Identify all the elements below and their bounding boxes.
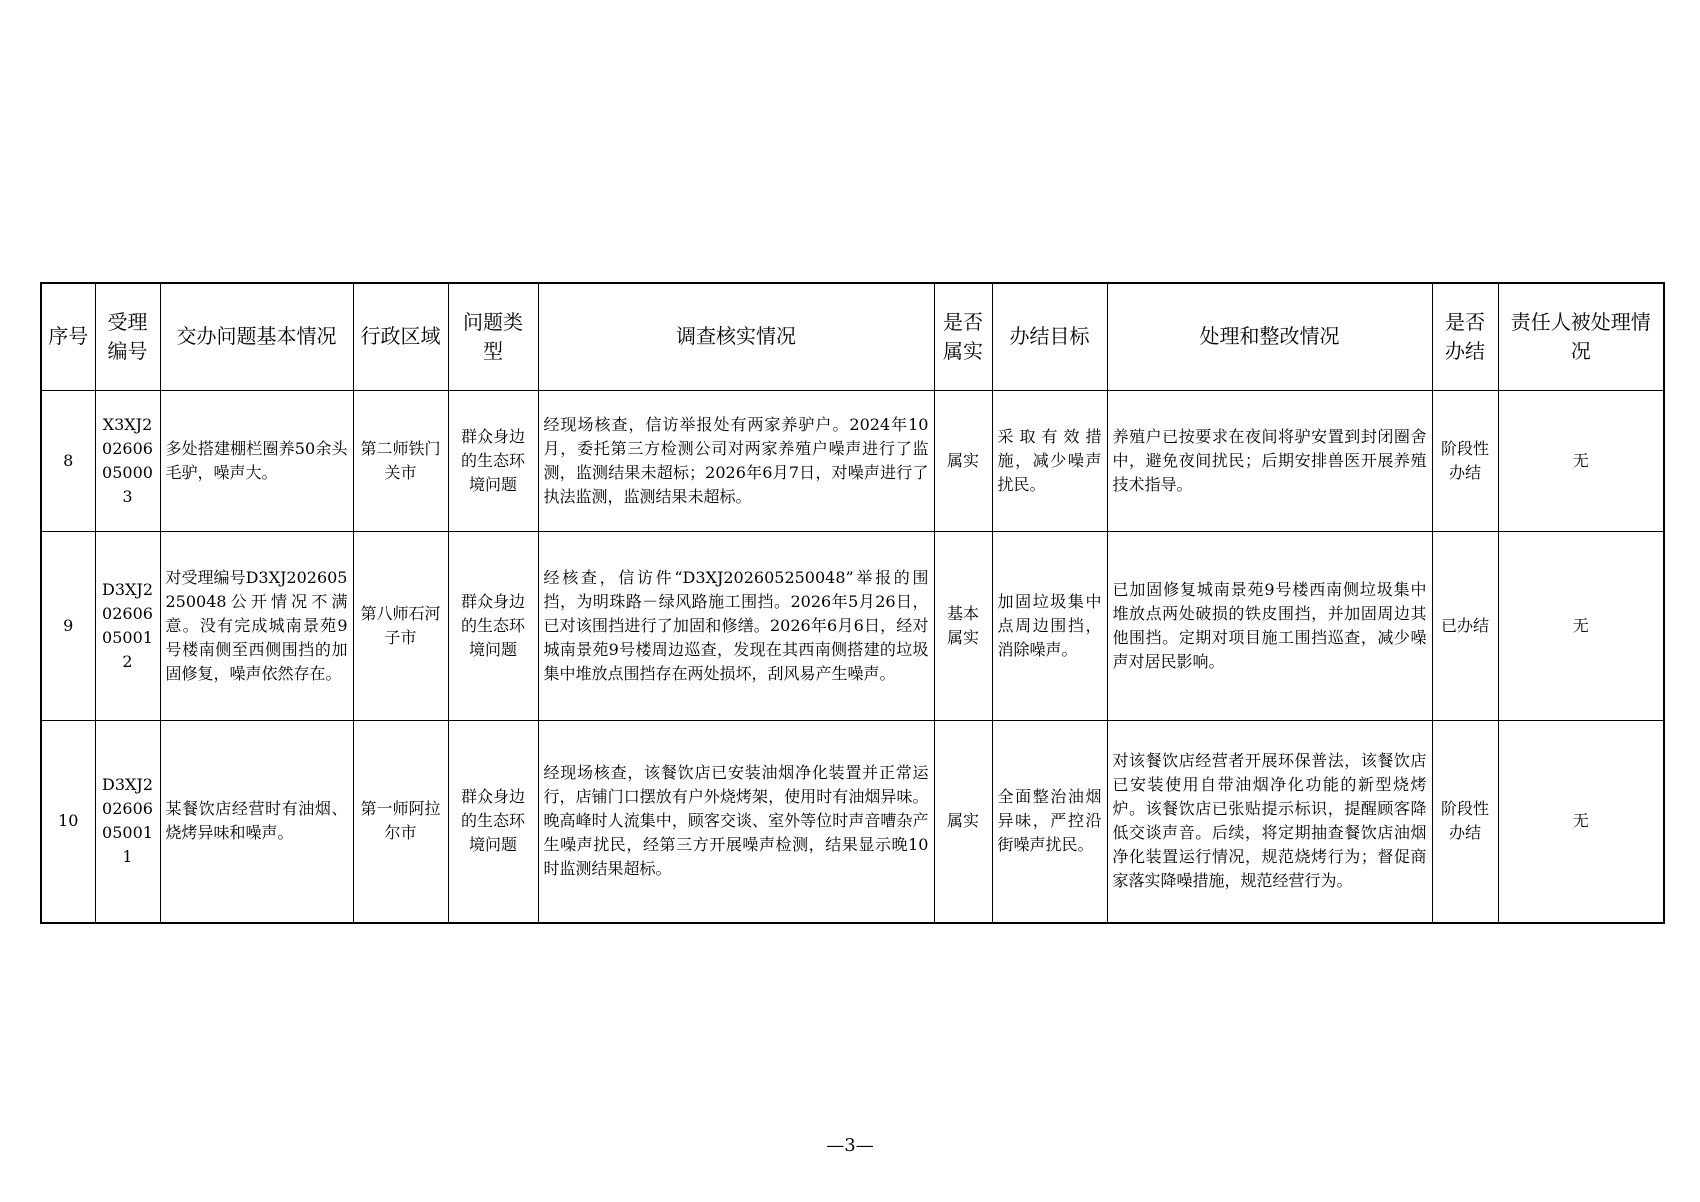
cell-goal: 采取有效措施，减少噪声扰民。 — [992, 390, 1107, 531]
cell-investigation: 经现场核查，信访举报处有两家养驴户。2024年10月，委托第三方检测公司对两家养殖户噪声进行了监测，监测结果未超标；2026年6月7日，对噪声进行了执法监测，监测结果未超标。 — [538, 390, 934, 531]
cell-is-closed: 阶段性办结 — [1432, 390, 1498, 531]
report-table-container — [40, 282, 1663, 924]
cell-problem: 多处搭建棚栏圈养50余头毛驴，噪声大。 — [160, 390, 353, 531]
cell-problem: 对受理编号D3XJ202605250048公开情况不满意。没有完成城南景苑9号楼南侧至西侧围挡的加固修复，噪声依然存在。 — [160, 531, 353, 720]
cell-handling: 养殖户已按要求在夜间将驴安置到封闭圈舍中，避免夜间扰民；后期安排兽医开展养殖技术指导。 — [1107, 390, 1432, 531]
cell-is-true: 属实 — [934, 720, 992, 923]
cell-is-true: 基本属实 — [934, 531, 992, 720]
cell-accountability: 无 — [1498, 720, 1664, 923]
cell-is-closed: 已办结 — [1432, 531, 1498, 720]
cell-problem: 某餐饮店经营时有油烟、烧烤异味和噪声。 — [160, 720, 353, 923]
cell-handling: 已加固修复城南景苑9号楼西南侧垃圾集中堆放点两处破损的铁皮围挡，并加固周边其他围挡。定期对项目施工围挡巡查，减少噪声对居民影响。 — [1107, 531, 1432, 720]
cell-accept-no: D3XJ202606050012 — [95, 531, 160, 720]
cell-type: 群众身边的生态环境问题 — [448, 390, 538, 531]
header-goal: 办结目标 — [992, 283, 1107, 390]
cell-handling: 对该餐饮店经营者开展环保普法，该餐饮店已安装使用自带油烟净化功能的新型烧烤炉。该餐饮店已张贴提示标识，提醒顾客降低交谈声音。后续，将定期抽查餐饮店油烟净化装置运行情况，规范烧烤行为；督促商家落实降噪措施，规范经营行为。 — [1107, 720, 1432, 923]
table-row — [41, 390, 1664, 531]
header-row — [41, 283, 1664, 390]
cell-region: 第二师铁门关市 — [353, 390, 448, 531]
table-row — [41, 720, 1664, 923]
page-number: —3— — [826, 1135, 874, 1156]
cell-accept-no: D3XJ202606050011 — [95, 720, 160, 923]
header-problem: 交办问题基本情况 — [160, 283, 353, 390]
cell-accept-no: X3XJ202606050003 — [95, 390, 160, 531]
header-type: 问题类型 — [448, 283, 538, 390]
header-investigation: 调查核实情况 — [538, 283, 934, 390]
cell-seq: 9 — [41, 531, 95, 720]
cell-region: 第八师石河子市 — [353, 531, 448, 720]
cell-accountability: 无 — [1498, 531, 1664, 720]
report-table — [40, 282, 1665, 924]
cell-region: 第一师阿拉尔市 — [353, 720, 448, 923]
cell-type: 群众身边的生态环境问题 — [448, 720, 538, 923]
cell-investigation: 经核查，信访件“D3XJ202605250048”举报的围挡，为明珠路－绿风路施工围挡。2026年5月26日，已对该围挡进行了加固和修缮。2026年6月6日，经对城南景苑9号楼周边巡查，发现在其西南侧搭建的垃圾集中堆放点围挡存在两处损坏，刮风易产生噪声。 — [538, 531, 934, 720]
header-seq: 序号 — [41, 283, 95, 390]
header-accountability: 责任人被处理情况 — [1498, 283, 1664, 390]
header-handling: 处理和整改情况 — [1107, 283, 1432, 390]
header-is-true: 是否属实 — [934, 283, 992, 390]
header-is-closed: 是否办结 — [1432, 283, 1498, 390]
table-row — [41, 531, 1664, 720]
cell-goal: 全面整治油烟异味，严控沿街噪声扰民。 — [992, 720, 1107, 923]
cell-goal: 加固垃圾集中点周边围挡，消除噪声。 — [992, 531, 1107, 720]
cell-is-closed: 阶段性办结 — [1432, 720, 1498, 923]
header-region: 行政区域 — [353, 283, 448, 390]
cell-investigation: 经现场核查，该餐饮店已安装油烟净化装置并正常运行，店铺门口摆放有户外烧烤架，使用时有油烟异味。晚高峰时人流集中，顾客交谈、室外等位时声音嘈杂产生噪声扰民，经第三方开展噪声检测，结果显示晚10时监测结果超标。 — [538, 720, 934, 923]
header-accept-no: 受理编号 — [95, 283, 160, 390]
cell-seq: 10 — [41, 720, 95, 923]
cell-is-true: 属实 — [934, 390, 992, 531]
cell-seq: 8 — [41, 390, 95, 531]
cell-accountability: 无 — [1498, 390, 1664, 531]
cell-type: 群众身边的生态环境问题 — [448, 531, 538, 720]
